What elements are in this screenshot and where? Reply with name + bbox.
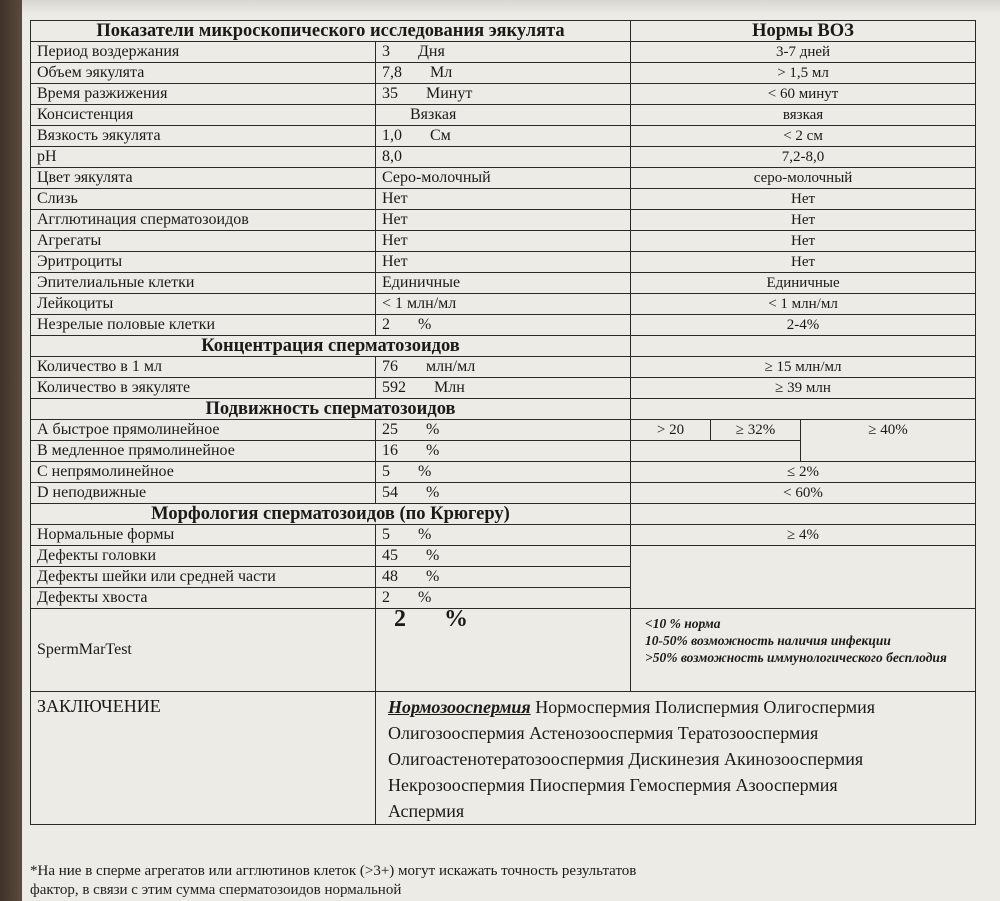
morphology-cell <box>376 546 631 567</box>
param-value: 8,0 <box>382 148 402 165</box>
param-norm: Нет <box>631 210 976 231</box>
concentration-unit: Млн <box>434 379 465 396</box>
param-name: Вязкость эякулята <box>31 126 376 147</box>
motility-value: 54 <box>382 484 398 501</box>
spermmar-label: SpermMarTest <box>37 641 132 658</box>
param-value: 7,8 <box>382 64 402 81</box>
concentration-norm: ≥ 39 млн <box>631 378 976 399</box>
param-unit: Вязкая <box>410 106 457 123</box>
param-norm: серо-молочный <box>631 168 976 189</box>
motility-norm-a: > 20 <box>631 420 711 441</box>
conclusion-options-1: Нормоспермия Полиспермия Олигоспермия <box>535 697 876 717</box>
param-cell <box>376 210 631 231</box>
motility-name: D неподвижные <box>31 483 376 504</box>
morphology-empty-norm <box>631 546 976 609</box>
param-norm: Нет <box>631 189 976 210</box>
table-row <box>31 126 976 147</box>
morphology-unit: % <box>426 547 440 564</box>
morphology-value: 5 <box>382 526 390 543</box>
param-name: Агглютинация сперматозоидов <box>31 210 376 231</box>
concentration-value: 76 <box>382 358 398 375</box>
conclusion-label-cell <box>31 692 376 825</box>
param-cell <box>376 273 631 294</box>
motility-unit: % <box>426 442 440 459</box>
empty-norm-cell <box>631 504 976 525</box>
spermmar-value-cell <box>376 609 631 692</box>
param-norm: < 60 минут <box>631 84 976 105</box>
table-row <box>31 294 976 315</box>
section-title-motility: Подвижность сперматозоидов <box>31 399 631 420</box>
table-row <box>31 147 976 168</box>
concentration-norm: ≥ 15 млн/мл <box>631 357 976 378</box>
param-norm: < 2 см <box>631 126 976 147</box>
param-cell <box>376 147 631 168</box>
conclusion-line: Олигоастенотератозооспермия Дискинезия Акинозооспермия <box>388 749 864 769</box>
spermmar-notes <box>631 609 976 692</box>
motility-norm-b <box>631 441 801 462</box>
spermmar-note: <10 % норма <box>645 616 721 631</box>
conclusion-line: Аспермия <box>388 801 465 821</box>
param-name: Объем эякулята <box>31 63 376 84</box>
table-row <box>31 168 976 189</box>
footnote-line-1: *На ние в сперме агрегатов или агглютинов клеток (>3+) могут искажать точность результатов <box>30 863 637 879</box>
param-norm: 3-7 дней <box>631 42 976 63</box>
morphology-value: 2 <box>382 589 390 606</box>
concentration-cell <box>376 378 631 399</box>
motility-unit: % <box>418 463 432 480</box>
motility-cell <box>376 441 631 462</box>
param-cell <box>376 252 631 273</box>
param-value: Нет <box>382 190 408 207</box>
morphology-name: Нормальные формы <box>31 525 376 546</box>
motility-cell <box>376 462 631 483</box>
param-unit: % <box>418 316 432 333</box>
motility-value: 25 <box>382 421 398 438</box>
concentration-name: Количество в 1 мл <box>31 357 376 378</box>
param-cell <box>376 105 631 126</box>
param-cell <box>376 126 631 147</box>
param-value: 2 <box>382 316 390 333</box>
spermmar-note: >50% возможность иммунологического бесплодия <box>645 650 947 665</box>
param-name: Время разжижения <box>31 84 376 105</box>
param-unit: Дня <box>418 43 445 60</box>
param-cell <box>376 294 631 315</box>
concentration-unit: млн/мл <box>426 358 476 375</box>
spermmar-note: 10-50% возможность наличия инфекции <box>645 633 891 648</box>
param-name: Эпителиальные клетки <box>31 273 376 294</box>
motility-name: С непрямолинейное <box>31 462 376 483</box>
background-edge <box>0 0 22 901</box>
motility-value: 5 <box>382 463 390 480</box>
param-name: pH <box>31 147 376 168</box>
motility-cell <box>376 483 631 504</box>
empty-norm-cell <box>631 336 976 357</box>
motility-unit: % <box>426 421 440 438</box>
conclusion-line: Некрозооспермия Пиоспермия Гемоспермия Азооспермия <box>388 775 838 795</box>
motility-norm-ab: ≥ 32% <box>711 420 801 441</box>
spermmar-label-cell <box>31 609 376 692</box>
param-value: Серо-молочный <box>382 169 491 186</box>
morphology-unit: % <box>418 526 432 543</box>
param-norm: 7,2-8,0 <box>631 147 976 168</box>
concentration-name: Количество в эякуляте <box>31 378 376 399</box>
param-value: Нет <box>382 253 408 270</box>
table-row <box>31 105 976 126</box>
concentration-value: 592 <box>382 379 406 396</box>
table-row <box>31 546 976 567</box>
morphology-cell <box>376 588 631 609</box>
table-row <box>31 315 976 336</box>
param-value: < 1 млн/мл <box>382 295 457 312</box>
concentration-cell <box>376 357 631 378</box>
table-row <box>31 84 976 105</box>
motility-norm-abc: ≥ 40% <box>801 420 976 462</box>
morphology-unit: % <box>418 589 432 606</box>
morphology-name: Дефекты головки <box>31 546 376 567</box>
motility-name: В медленное прямолинейное <box>31 441 376 462</box>
conclusion-label: ЗАКЛЮЧЕНИЕ <box>37 696 161 716</box>
morphology-unit: % <box>426 568 440 585</box>
report-table <box>30 20 976 825</box>
param-name: Лейкоциты <box>31 294 376 315</box>
table-row <box>31 42 976 63</box>
param-cell <box>376 42 631 63</box>
param-norm: < 1 млн/мл <box>631 294 976 315</box>
param-cell <box>376 168 631 189</box>
section-title-concentration: Концентрация сперматозоидов <box>31 336 631 357</box>
param-value: Нет <box>382 232 408 249</box>
table-row <box>31 357 976 378</box>
motility-value: 16 <box>382 442 398 459</box>
param-value: Нет <box>382 211 408 228</box>
morphology-name: Дефекты шейки или средней части <box>31 567 376 588</box>
empty-norm-cell <box>631 399 976 420</box>
param-value: 1,0 <box>382 127 402 144</box>
table-row <box>31 210 976 231</box>
param-name: Период воздержания <box>31 42 376 63</box>
table-row <box>31 231 976 252</box>
conclusion-text <box>388 694 969 824</box>
param-norm: Нет <box>631 231 976 252</box>
param-cell <box>376 189 631 210</box>
conclusion-selected: Нормозооспермия <box>388 697 531 717</box>
param-norm: > 1,5 мл <box>631 63 976 84</box>
footnote-line-2: фактор, в связи с этим сумма сперматозоидов нормальной <box>30 882 402 898</box>
param-unit: См <box>430 127 451 144</box>
param-value: 3 <box>382 43 390 60</box>
table-row <box>31 525 976 546</box>
param-norm: вязкая <box>631 105 976 126</box>
section-title-morphology: Морфология сперматозоидов (по Крюгеру) <box>31 504 631 525</box>
morphology-name: Дефекты хвоста <box>31 588 376 609</box>
table-title: Показатели микроскопического исследования эякулята <box>31 21 631 42</box>
param-unit: Мл <box>430 64 453 81</box>
param-name: Агрегаты <box>31 231 376 252</box>
param-name: Эритроциты <box>31 252 376 273</box>
motility-norm-d: < 60% <box>631 483 976 504</box>
motility-unit: % <box>426 484 440 501</box>
conclusion-options <box>376 692 976 825</box>
param-name: Цвет эякулята <box>31 168 376 189</box>
table-row <box>31 189 976 210</box>
norms-title: Нормы ВОЗ <box>631 21 976 42</box>
param-name: Незрелые половые клетки <box>31 315 376 336</box>
param-cell <box>376 84 631 105</box>
param-value: 35 <box>382 85 398 102</box>
paper-top <box>22 0 1000 14</box>
conclusion-line <box>388 694 969 720</box>
motility-name: А быстрое прямолинейное <box>31 420 376 441</box>
table-row <box>31 252 976 273</box>
param-norm: 2-4% <box>631 315 976 336</box>
param-name: Слизь <box>31 189 376 210</box>
morphology-cell <box>376 567 631 588</box>
param-name: Консистенция <box>31 105 376 126</box>
conclusion-line: Олигозооспермия Астенозооспермия Тератозооспермия <box>388 723 819 743</box>
morphology-value: 45 <box>382 547 398 564</box>
param-cell <box>376 63 631 84</box>
motility-cell <box>376 420 631 441</box>
table-row <box>31 273 976 294</box>
param-norm: Нет <box>631 252 976 273</box>
table-row <box>31 63 976 84</box>
motility-norm-c: ≤ 2% <box>631 462 976 483</box>
spermmar-unit: % <box>444 608 468 632</box>
morphology-cell <box>376 525 631 546</box>
param-cell <box>376 315 631 336</box>
param-cell <box>376 231 631 252</box>
param-unit: Минут <box>426 85 473 102</box>
table-row <box>31 378 976 399</box>
param-norm: Единичные <box>631 273 976 294</box>
morphology-value: 48 <box>382 568 398 585</box>
param-value: Единичные <box>382 274 461 291</box>
spermmar-value: 2 <box>394 608 406 632</box>
morphology-norm: ≥ 4% <box>631 525 976 546</box>
